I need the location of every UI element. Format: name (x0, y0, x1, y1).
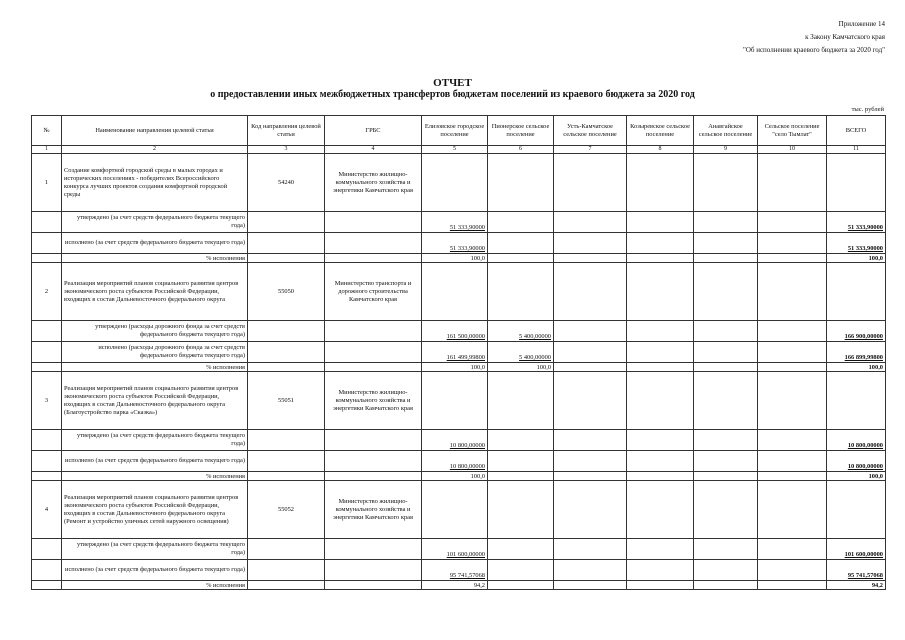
empty-cell (627, 321, 694, 342)
executed-row (32, 451, 886, 472)
column-number: 7 (554, 146, 627, 154)
approved-label: утверждено (расходы дорожного фонда за счет средств федерального бюджета текущего года) (62, 321, 248, 342)
empty-cell (758, 560, 827, 581)
percent-label: % исполнения (62, 254, 248, 263)
empty-cell (325, 321, 422, 342)
empty-cell (248, 430, 325, 451)
empty-cell (627, 233, 694, 254)
empty-cell (32, 430, 62, 451)
empty-cell (32, 560, 62, 581)
empty-cell (32, 472, 62, 481)
approved-row (32, 321, 886, 342)
empty-cell (32, 581, 62, 590)
empty-cell (554, 321, 627, 342)
empty-cell (488, 154, 554, 212)
percent-value-col5: 94,2 (422, 581, 488, 590)
percent-total: 100,0 (827, 363, 886, 372)
empty-cell (627, 560, 694, 581)
column-number: 11 (827, 146, 886, 154)
executed-total: 10 800,00000 (827, 451, 886, 472)
empty-cell (694, 372, 758, 430)
empty-cell (488, 481, 554, 539)
empty-cell (554, 430, 627, 451)
empty-cell (554, 363, 627, 372)
executed-value-col5: 10 800,00000 (422, 451, 488, 472)
section-number: 3 (32, 372, 62, 430)
empty-cell (554, 451, 627, 472)
section-row (32, 263, 886, 321)
empty-cell (627, 363, 694, 372)
approved-row (32, 212, 886, 233)
executed-value-col6: 5 400,00000 (488, 342, 554, 363)
section-row (32, 481, 886, 539)
approved-total: 166 900,00000 (827, 321, 886, 342)
header-col5: Елизовское городское поселение (422, 116, 488, 146)
column-number: 5 (422, 146, 488, 154)
column-number-row (32, 146, 886, 154)
percent-value-col6 (488, 472, 554, 481)
units-label: тыс. рублей (851, 106, 884, 113)
approved-total: 10 800,00000 (827, 430, 886, 451)
empty-cell (758, 212, 827, 233)
empty-cell (422, 263, 488, 321)
approved-value-col5: 51 333,90000 (422, 212, 488, 233)
section-code: 55052 (248, 481, 325, 539)
empty-cell (694, 212, 758, 233)
section-grbs: Министерство жилищно-коммунального хозяйства и энергетики Камчатского края (325, 372, 422, 430)
executed-value-col6 (488, 451, 554, 472)
empty-cell (758, 263, 827, 321)
header-grbs: ГРБС (325, 116, 422, 146)
empty-cell (694, 451, 758, 472)
empty-cell (827, 154, 886, 212)
percent-row (32, 581, 886, 590)
column-number: 3 (248, 146, 325, 154)
empty-cell (694, 154, 758, 212)
section-grbs: Министерство жилищно-коммунального хозяйства и энергетики Камчатского края (325, 154, 422, 212)
percent-value-col5: 100,0 (422, 472, 488, 481)
empty-cell (325, 233, 422, 254)
empty-cell (325, 581, 422, 590)
empty-cell (627, 263, 694, 321)
percent-total: 100,0 (827, 472, 886, 481)
executed-label: исполнено (расходы дорожного фонда за счет средств федерального бюджета текущего года) (62, 342, 248, 363)
empty-cell (694, 581, 758, 590)
section-number: 4 (32, 481, 62, 539)
approved-row (32, 539, 886, 560)
law-title: "Об исполнении краевого бюджета за 2020 год" (742, 46, 885, 54)
empty-cell (325, 212, 422, 233)
empty-cell (422, 372, 488, 430)
empty-cell (554, 342, 627, 363)
empty-cell (325, 254, 422, 263)
empty-cell (827, 263, 886, 321)
empty-cell (627, 481, 694, 539)
header-col10: Сельское поселение "село Тымлат" (758, 116, 827, 146)
approved-total: 101 600,00000 (827, 539, 886, 560)
empty-cell (694, 539, 758, 560)
approved-total: 51 333,90000 (827, 212, 886, 233)
executed-label: исполнено (за счет средств федерального бюджета текущего года) (62, 451, 248, 472)
empty-cell (694, 233, 758, 254)
empty-cell (32, 342, 62, 363)
empty-cell (694, 321, 758, 342)
section-grbs: Министерство транспорта и дорожного строительства Камчатского края (325, 263, 422, 321)
empty-cell (325, 363, 422, 372)
empty-cell (554, 254, 627, 263)
document-header-note (743, 18, 885, 57)
empty-cell (248, 451, 325, 472)
header-col8: Козыревское сельское поселение (627, 116, 694, 146)
empty-cell (627, 254, 694, 263)
percent-label: % исполнения (62, 581, 248, 590)
empty-cell (32, 321, 62, 342)
page-subtitle: о предоставлении иных межбюджетных трансфертов бюджетам поселений из краевого бюджета за 2020 год (210, 89, 695, 100)
empty-cell (827, 481, 886, 539)
empty-cell (32, 254, 62, 263)
header-col7: Усть-Камчатское сельское поселение (554, 116, 627, 146)
law-reference: к Закону Камчатского края (805, 33, 885, 41)
percent-total: 100,0 (827, 254, 886, 263)
empty-cell (325, 430, 422, 451)
approved-value-col6 (488, 539, 554, 560)
empty-cell (248, 560, 325, 581)
section-grbs: Министерство жилищно-коммунального хозяйства и энергетики Камчатского края (325, 481, 422, 539)
executed-row (32, 560, 886, 581)
empty-cell (627, 472, 694, 481)
empty-cell (694, 263, 758, 321)
empty-cell (627, 451, 694, 472)
empty-cell (758, 451, 827, 472)
executed-value-col5: 161 499,99800 (422, 342, 488, 363)
executed-value-col5: 51 333,90000 (422, 233, 488, 254)
percent-value-col6: 100,0 (488, 363, 554, 372)
executed-row (32, 342, 886, 363)
empty-cell (758, 481, 827, 539)
empty-cell (758, 342, 827, 363)
empty-cell (248, 254, 325, 263)
percent-value-col6 (488, 581, 554, 590)
empty-cell (325, 472, 422, 481)
column-number: 10 (758, 146, 827, 154)
column-number: 8 (627, 146, 694, 154)
appendix-label: Приложение 14 (838, 20, 885, 28)
empty-cell (758, 539, 827, 560)
executed-total: 166 899,99800 (827, 342, 886, 363)
empty-cell (627, 154, 694, 212)
percent-value-col5: 100,0 (422, 254, 488, 263)
percent-row (32, 254, 886, 263)
column-number: 2 (62, 146, 248, 154)
header-total: ВСЕГО (827, 116, 886, 146)
executed-total: 95 741,57068 (827, 560, 886, 581)
percent-value-col6 (488, 254, 554, 263)
empty-cell (554, 212, 627, 233)
empty-cell (694, 254, 758, 263)
empty-cell (694, 342, 758, 363)
page-title: ОТЧЕТ (433, 77, 472, 89)
empty-cell (32, 539, 62, 560)
empty-cell (554, 154, 627, 212)
empty-cell (248, 342, 325, 363)
empty-cell (554, 472, 627, 481)
approved-value-col5: 10 800,00000 (422, 430, 488, 451)
empty-cell (554, 481, 627, 539)
empty-cell (248, 539, 325, 560)
empty-cell (627, 372, 694, 430)
percent-row (32, 472, 886, 481)
empty-cell (758, 472, 827, 481)
executed-total: 51 333,90000 (827, 233, 886, 254)
column-number: 6 (488, 146, 554, 154)
percent-row (32, 363, 886, 372)
empty-cell (488, 372, 554, 430)
empty-cell (248, 472, 325, 481)
approved-value-col5: 161 500,00000 (422, 321, 488, 342)
empty-cell (554, 581, 627, 590)
empty-cell (32, 451, 62, 472)
executed-row (32, 233, 886, 254)
section-row (32, 154, 886, 212)
empty-cell (758, 321, 827, 342)
empty-cell (32, 363, 62, 372)
empty-cell (488, 263, 554, 321)
empty-cell (627, 539, 694, 560)
empty-cell (758, 154, 827, 212)
empty-cell (32, 212, 62, 233)
empty-cell (248, 233, 325, 254)
empty-cell (325, 342, 422, 363)
column-number: 9 (694, 146, 758, 154)
percent-label: % исполнения (62, 363, 248, 372)
empty-cell (694, 481, 758, 539)
section-code: 55051 (248, 372, 325, 430)
empty-cell (325, 539, 422, 560)
empty-cell (827, 372, 886, 430)
empty-cell (554, 539, 627, 560)
empty-cell (422, 154, 488, 212)
empty-cell (758, 581, 827, 590)
approved-row (32, 430, 886, 451)
empty-cell (248, 581, 325, 590)
empty-cell (758, 233, 827, 254)
empty-cell (248, 363, 325, 372)
header-name: Наименование направления целевой статьи (62, 116, 248, 146)
executed-label: исполнено (за счет средств федерального бюджета текущего года) (62, 233, 248, 254)
section-name: Реализация мероприятий планов социального развития центров экономического роста субъектов Российской Федерации, входящих в состав Дальневосточного федерального округа (Благоустройство парка «Сказка») (62, 372, 248, 430)
column-number: 4 (325, 146, 422, 154)
empty-cell (627, 581, 694, 590)
empty-cell (554, 233, 627, 254)
section-code: 54240 (248, 154, 325, 212)
empty-cell (248, 321, 325, 342)
report-table (31, 115, 886, 590)
header-no: № (32, 116, 62, 146)
empty-cell (554, 372, 627, 430)
percent-total: 94,2 (827, 581, 886, 590)
column-number: 1 (32, 146, 62, 154)
section-code: 55050 (248, 263, 325, 321)
percent-label: % исполнения (62, 472, 248, 481)
empty-cell (554, 263, 627, 321)
empty-cell (627, 342, 694, 363)
approved-value-col6: 5 400,00000 (488, 321, 554, 342)
empty-cell (758, 430, 827, 451)
table-header-row (32, 116, 886, 146)
approved-label: утверждено (за счет средств федерального бюджета текущего года) (62, 212, 248, 233)
executed-value-col6 (488, 233, 554, 254)
empty-cell (325, 560, 422, 581)
section-name: Создание комфортной городской среды в малых городах и исторических поселениях - победителях Всероссийского конкурса лучших проектов создания комфортной городской среды (62, 154, 248, 212)
empty-cell (694, 363, 758, 372)
header-col6: Пионерское сельское поселение (488, 116, 554, 146)
executed-value-col5: 95 741,57068 (422, 560, 488, 581)
approved-value-col5: 101 600,00000 (422, 539, 488, 560)
approved-label: утверждено (за счет средств федерального бюджета текущего года) (62, 539, 248, 560)
executed-value-col6 (488, 560, 554, 581)
empty-cell (627, 212, 694, 233)
empty-cell (694, 430, 758, 451)
empty-cell (627, 430, 694, 451)
section-name: Реализация мероприятий планов социального развития центров экономического роста субъектов Российской Федерации, входящих в состав Дальневосточного федерального округа (Ремонт и устройство уличных сетей наружного освещения) (62, 481, 248, 539)
header-col9: Анавгайское сельское поселение (694, 116, 758, 146)
empty-cell (694, 560, 758, 581)
empty-cell (758, 363, 827, 372)
empty-cell (325, 451, 422, 472)
empty-cell (694, 472, 758, 481)
section-name: Реализация мероприятий планов социального развития центров экономического роста субъектов Российской Федерации, входящих в состав Дальневосточного федерального округа (62, 263, 248, 321)
empty-cell (248, 212, 325, 233)
empty-cell (422, 481, 488, 539)
empty-cell (758, 254, 827, 263)
empty-cell (32, 233, 62, 254)
approved-value-col6 (488, 212, 554, 233)
header-code: Код направления целевой статьи (248, 116, 325, 146)
empty-cell (554, 560, 627, 581)
approved-value-col6 (488, 430, 554, 451)
section-number: 2 (32, 263, 62, 321)
section-number: 1 (32, 154, 62, 212)
executed-label: исполнено (за счет средств федерального бюджета текущего года) (62, 560, 248, 581)
section-row (32, 372, 886, 430)
percent-value-col5: 100,0 (422, 363, 488, 372)
approved-label: утверждено (за счет средств федерального бюджета текущего года) (62, 430, 248, 451)
empty-cell (758, 372, 827, 430)
